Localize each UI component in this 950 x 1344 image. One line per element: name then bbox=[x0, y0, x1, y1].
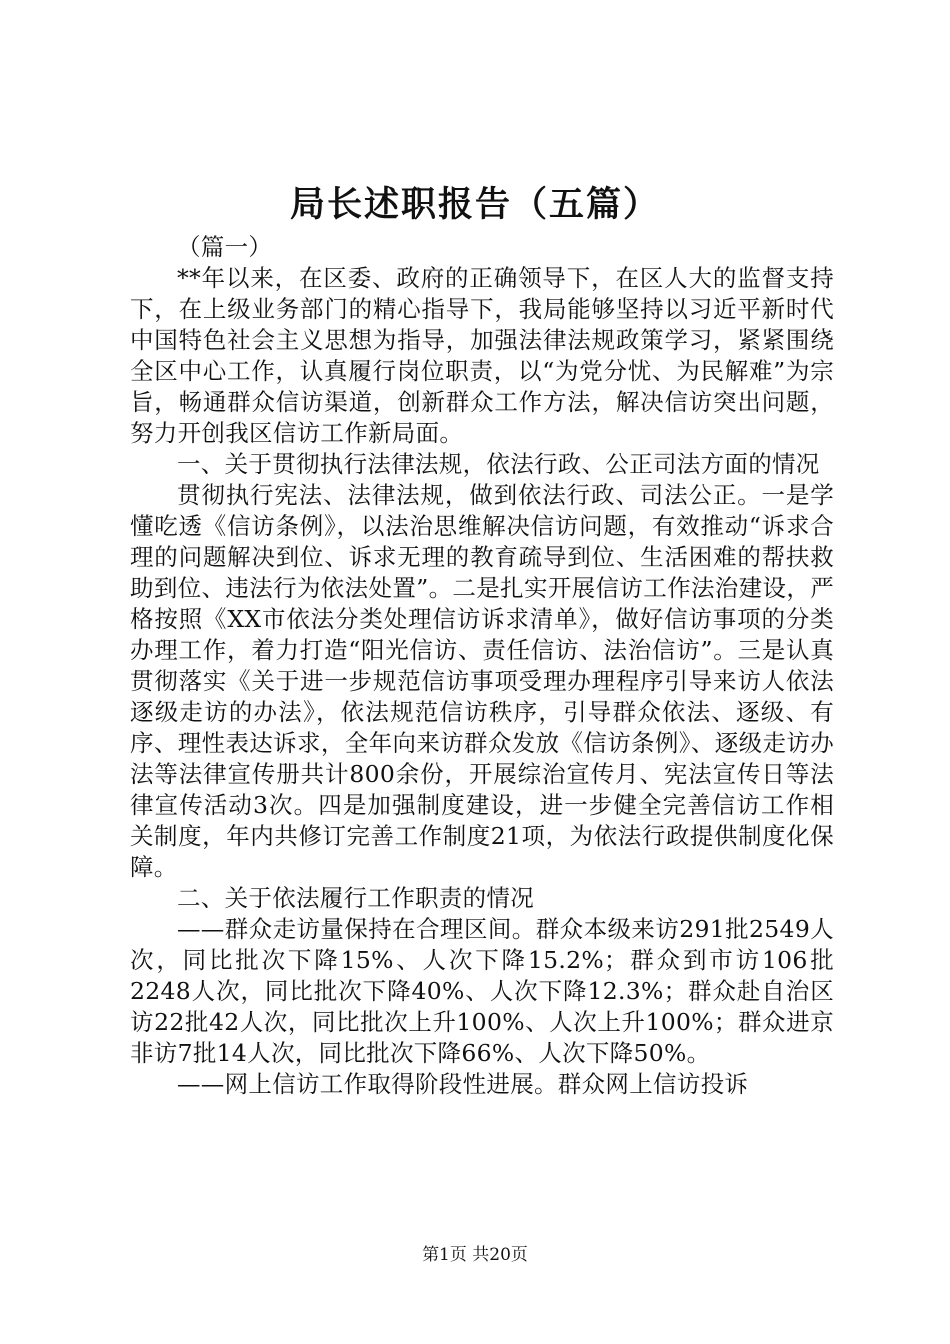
page-footer: 第1页 共20页 bbox=[422, 1245, 528, 1265]
section-heading-2: 二、关于依法履行工作职责的情况 bbox=[177, 884, 534, 912]
section-label: （篇一） bbox=[177, 233, 273, 261]
document-body bbox=[130, 232, 834, 1100]
intro-paragraph: **年以来，在区委、政府的正确领导下，在区人大的监督支持下，在上级业务部门的精心指导下，我局能够坚持以习近平新时代中国特色社会主义思想为指导，加强法律法规政策学习，紧紧围绕全区中心工作，认真履行岗位职责，以“为党分忧、为民解难”为宗旨，畅通群众信访渠道，创新群众工作方法，解决信访突出问题，努力开创我区信访工作新局面。 bbox=[130, 264, 834, 447]
body-paragraph-2: ——群众走访量保持在合理区间。群众本级来访291批2549人次，同比批次下降15%、人次下降15.2%；群众到市访106批2248人次，同比批次下降40%、人次下降12.3%；群众赴自治区访22批42人次，同比批次上升100%、人次上升100%；群众进京非访7批14人次，同比批次下降66%、人次下降50%。 bbox=[130, 915, 834, 1067]
body-paragraph-1: 贯彻执行宪法、法律法规，做到依法行政、司法公正。一是学懂吃透《信访条例》，以法治思维解决信访问题，有效推动“诉求合理的问题解决到位、诉求无理的教育疏导到位、生活困难的帮扶救助到位、违法行为依法处置”。二是扎实开展信访工作法治建设，严格按照《XX市依法分类处理信访诉求清单》，做好信访事项的分类办理工作，着力打造“阳光信访、责任信访、法治信访”。三是认真贯彻落实《关于进一步规范信访事项受理办理程序引导来访人依法逐级走访的办法》，依法规范信访秩序，引导群众依法、逐级、有序、理性表达诉求，全年向来访群众发放《信访条例》、逐级走访办法等法律宣传册共计800余份，开展综治宣传月、宪法宣传日等法律宣传活动3次。四是加强制度建设，进一步健全完善信访工作相关制度，年内共修订完善工作制度21项，为依法行政提供制度化保障。 bbox=[130, 481, 834, 881]
section-heading-1: 一、关于贯彻执行法律法规，依法行政、公正司法方面的情况 bbox=[177, 450, 820, 478]
body-paragraph-3: ——网上信访工作取得阶段性进展。群众网上信访投诉 bbox=[177, 1070, 749, 1098]
document-title: 局长述职报告（五篇） bbox=[289, 184, 660, 225]
